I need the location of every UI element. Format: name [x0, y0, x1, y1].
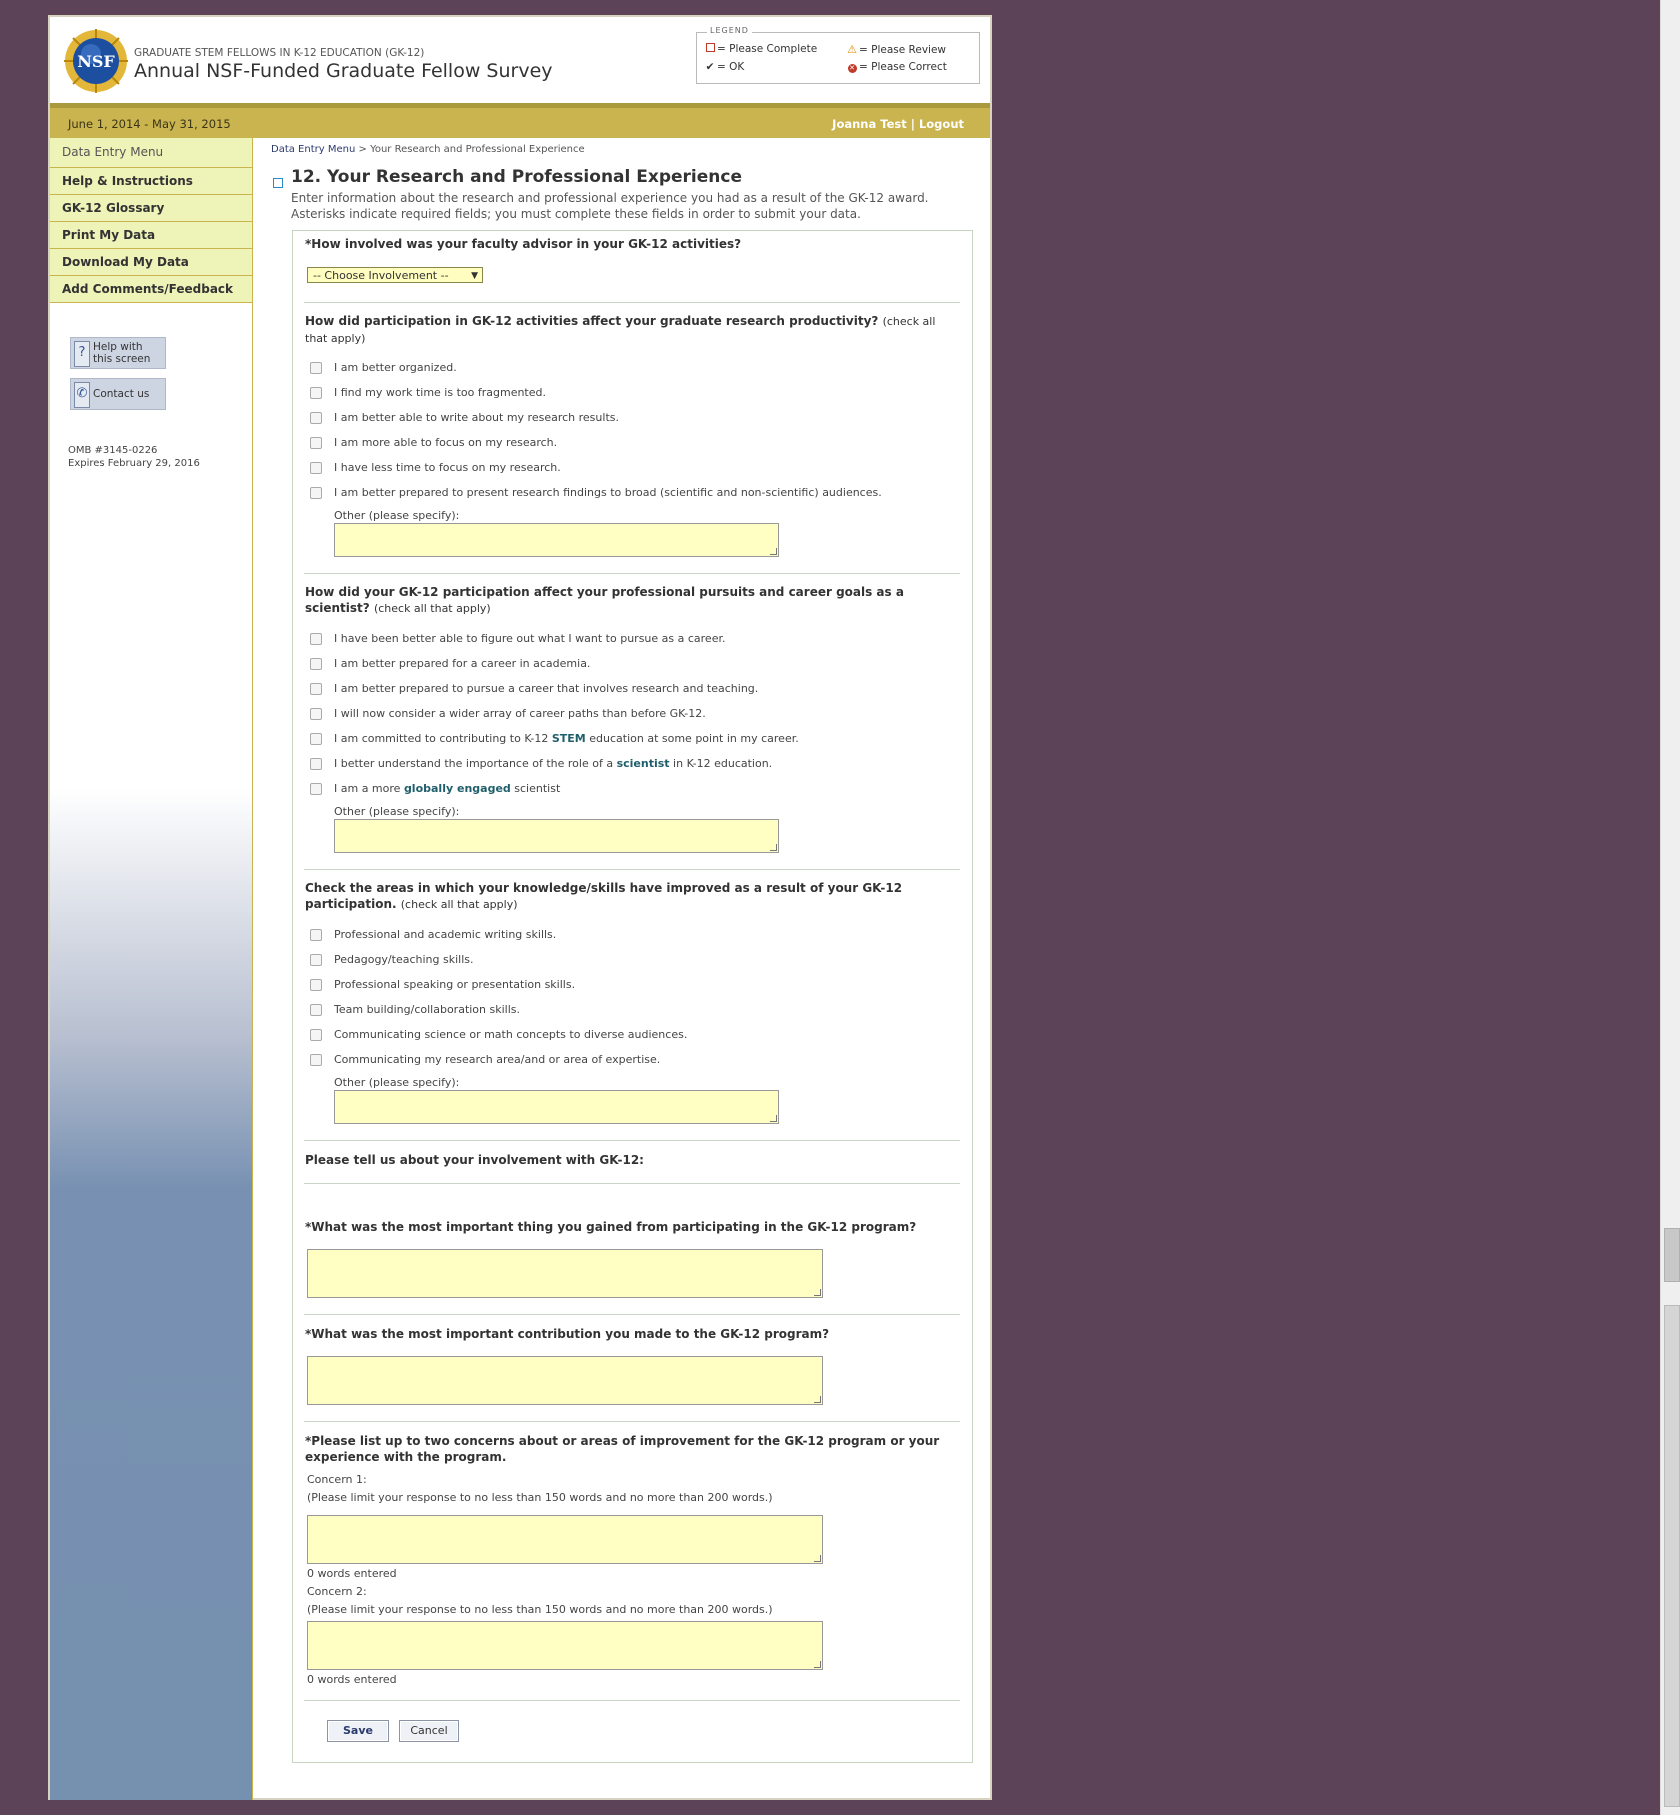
help-screen-button[interactable]: ? Help with this screen [70, 337, 166, 369]
checkbox[interactable] [310, 633, 322, 645]
svg-text:NSF: NSF [77, 52, 115, 71]
checkbox[interactable] [310, 758, 322, 770]
sidebar-item-comments-feedback[interactable]: Add Comments/Feedback [50, 276, 252, 303]
header [50, 17, 990, 103]
checkbox-label: I am better organized. [334, 361, 457, 374]
checkbox[interactable] [310, 412, 322, 424]
page-frame [48, 15, 992, 1800]
checkbox-label: I am committed to contributing to K-12 STEM education at some point in my career. [334, 732, 799, 745]
survey-form [292, 230, 973, 1763]
other-skills-textarea[interactable] [334, 1090, 779, 1124]
cancel-button[interactable]: Cancel [399, 1720, 459, 1742]
section-intro: Enter information about the research and professional experience you had as a result of the GK-12 award. Asterisks indicate required fields; you must complete these fields in order to submit your data. [291, 191, 929, 221]
sidebar-item-help-instructions[interactable]: Help & Instructions [50, 168, 252, 195]
legend-please-review: ⚠ = Please Review [847, 43, 947, 56]
checkbox[interactable] [310, 929, 322, 941]
legend [696, 26, 980, 84]
scrollbar-track-lower[interactable] [1664, 1305, 1680, 1807]
other-productivity-textarea[interactable] [334, 523, 779, 557]
concern-2-textarea[interactable] [307, 1621, 823, 1670]
program-name: GRADUATE STEM FELLOWS IN K-12 EDUCATION (GK-12) [134, 47, 425, 59]
other-label: Other (please specify): [334, 1076, 460, 1089]
checkbox-label: I am better prepared to pursue a career that involves research and teaching. [334, 682, 759, 695]
user-links: Joanna Test | Logout [832, 117, 964, 131]
checkbox-label: I am more able to focus on my research. [334, 436, 558, 449]
question-career-goals: How did your GK-12 participation affect your professional pursuits and career goals as a scientist? (check all that apply) [305, 585, 904, 615]
nsf-logo [64, 29, 128, 93]
phone-icon: ✆ [74, 382, 90, 408]
contact-us-button[interactable]: ✆ Contact us [70, 378, 166, 410]
checkbox-label: Pedagogy/teaching skills. [334, 953, 474, 966]
checkmark-icon: ✔ [705, 61, 715, 73]
involvement-heading: Please tell us about your involvement with GK-12: [305, 1153, 644, 1167]
other-label: Other (please specify): [334, 805, 460, 818]
warning-triangle-icon: ⚠ [847, 43, 857, 56]
question-research-productivity: How did participation in GK-12 activities affect your graduate research productivity? (check all that apply) [305, 314, 936, 345]
checkbox[interactable] [310, 462, 322, 474]
other-career-textarea[interactable] [334, 819, 779, 853]
main-content [253, 138, 990, 1800]
checkbox-label: Communicating my research area/and or area of expertise. [334, 1053, 661, 1066]
checkbox[interactable] [310, 658, 322, 670]
checkbox-label: I am a more globally engaged scientist [334, 782, 561, 795]
status-empty-box-icon [273, 178, 283, 188]
checkbox[interactable] [310, 733, 322, 745]
other-label: Other (please specify): [334, 509, 460, 522]
breadcrumb-current: Your Research and Professional Experience [370, 144, 585, 155]
word-limit-note: (Please limit your response to no less than 150 words and no more than 200 words.) [307, 1603, 773, 1616]
checkbox[interactable] [310, 387, 322, 399]
checkbox-label: Team building/collaboration skills. [334, 1003, 521, 1016]
checkbox-label: I am better able to write about my research results. [334, 411, 619, 424]
checkbox[interactable] [310, 362, 322, 374]
question-most-important-contribution: *What was the most important contribution you made to the GK-12 program? [305, 1327, 830, 1341]
legend-ok: ✔ = OK [705, 61, 745, 73]
glossary-term-stem[interactable]: STEM [551, 732, 586, 745]
checkbox[interactable] [310, 979, 322, 991]
concern-1-label: Concern 1: [307, 1473, 367, 1486]
involvement-select[interactable]: -- Choose Involvement -- ▼ [307, 267, 483, 283]
checkbox[interactable] [310, 1054, 322, 1066]
section-title: 12. Your Research and Professional Experience [291, 167, 742, 187]
scrollbar-thumb[interactable] [1664, 1228, 1680, 1282]
checkbox[interactable] [310, 487, 322, 499]
checkbox-label: Professional and academic writing skills. [334, 928, 557, 941]
sidebar [50, 138, 253, 1800]
sidebar-item-download-data[interactable]: Download My Data [50, 249, 252, 276]
checkbox[interactable] [310, 783, 322, 795]
checkbox-label: Communicating science or math concepts to diverse audiences. [334, 1028, 688, 1041]
legend-please-correct: ✕ = Please Correct [847, 61, 947, 73]
checkbox-label: I am better prepared for a career in academia. [334, 657, 591, 670]
checkbox-label: I have less time to focus on my research. [334, 461, 561, 474]
concern-1-textarea[interactable] [307, 1515, 823, 1564]
checkbox[interactable] [310, 1004, 322, 1016]
checkbox[interactable] [310, 683, 322, 695]
divider [304, 573, 960, 574]
concern-2-label: Concern 2: [307, 1585, 367, 1598]
divider [304, 1183, 960, 1184]
question-most-important-gain: *What was the most important thing you gained from participating in the GK-12 program? [305, 1220, 917, 1234]
checkbox[interactable] [310, 1029, 322, 1041]
sidebar-item-glossary[interactable]: GK-12 Glossary [50, 195, 252, 222]
sidebar-menu-heading[interactable]: Data Entry Menu [50, 138, 252, 168]
reporting-period: June 1, 2014 - May 31, 2015 [68, 117, 231, 131]
divider [304, 1421, 960, 1422]
word-limit-note: (Please limit your response to no less than 150 words and no more than 200 words.) [307, 1491, 773, 1504]
divider [304, 1314, 960, 1315]
legend-title: LEGEND [707, 26, 752, 35]
checkbox-label: I am better prepared to present research findings to broad (scientific and non-scientific) audiences. [334, 486, 882, 499]
page-title: Annual NSF-Funded Graduate Fellow Survey [134, 60, 553, 82]
error-circle-icon: ✕ [849, 64, 855, 72]
checkbox-label: I will now consider a wider array of career paths than before GK-12. [334, 707, 706, 720]
glossary-term-scientist[interactable]: scientist [616, 757, 670, 770]
divider [304, 302, 960, 303]
gain-textarea[interactable] [307, 1249, 823, 1298]
checkbox-label: I find my work time is too fragmented. [334, 386, 546, 399]
empty-box-icon [705, 43, 715, 55]
divider [304, 1700, 960, 1701]
checkbox[interactable] [310, 708, 322, 720]
question-skills-improved: Check the areas in which your knowledge/skills have improved as a result of your GK-12 participation. (check all that apply) [305, 881, 903, 911]
save-button[interactable]: Save [327, 1720, 389, 1742]
divider [304, 869, 960, 870]
question-concerns: *Please list up to two concerns about or areas of improvement for the GK-12 program or your experience with the program. [305, 1434, 940, 1464]
checkbox-label: Professional speaking or presentation skills. [334, 978, 576, 991]
checkbox-label: I have been better able to figure out what I want to pursue as a career. [334, 632, 726, 645]
glossary-term-globally-engaged[interactable]: globally engaged [403, 782, 511, 795]
question-advisor-involvement: *How involved was your faculty advisor in your GK-12 activities? [305, 237, 742, 251]
divider [304, 1140, 960, 1141]
sidebar-item-print-data[interactable]: Print My Data [50, 222, 252, 249]
checkbox[interactable] [310, 437, 322, 449]
question-mark-icon: ? [74, 341, 90, 367]
checkbox-label: I better understand the importance of the role of a scientist in K-12 education. [334, 757, 773, 770]
contribution-textarea[interactable] [307, 1356, 823, 1405]
status-bar [50, 108, 990, 138]
omb-notice: OMB #3145-0226 Expires February 29, 2016 [68, 445, 200, 469]
dropdown-arrow-icon: ▼ [471, 271, 478, 281]
word-count: 0 words entered [307, 1567, 397, 1580]
user-name: Joanna Test [832, 117, 907, 131]
checkbox[interactable] [310, 954, 322, 966]
word-count: 0 words entered [307, 1673, 397, 1686]
legend-please-complete: = Please Complete [705, 43, 817, 55]
page-scrollbar[interactable] [1660, 0, 1680, 1815]
logout-link[interactable]: Logout [918, 117, 964, 131]
breadcrumb-link-data-entry-menu[interactable]: Data Entry Menu [271, 144, 356, 155]
breadcrumb: Data Entry Menu > Your Research and Professional Experience [271, 144, 585, 155]
